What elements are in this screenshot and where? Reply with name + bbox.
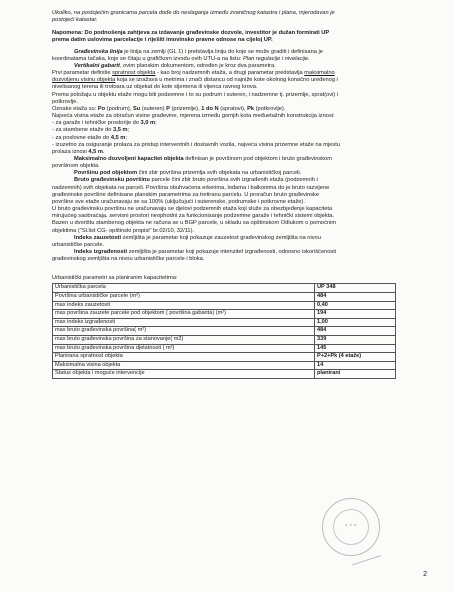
param-label: max indeks zauzetosti bbox=[53, 301, 315, 310]
table-row bbox=[53, 327, 396, 336]
visina-item-poslovne: - za poslovne etaže do 4,5 m; bbox=[52, 134, 127, 141]
page-number: 2 bbox=[423, 571, 427, 578]
table-row bbox=[53, 353, 396, 362]
param-label: Planirana spratnost objekta bbox=[53, 353, 315, 362]
param-value: planirani bbox=[315, 370, 396, 379]
official-stamp: ● ● ● bbox=[322, 498, 380, 556]
param-label: Urbanistička parcela bbox=[53, 284, 315, 293]
visina-item-prolaz: - izuzetno za osiguranje prolaza za pristup interventnih i dostavnih vozila, najveća visina prizemne etaže na mjestu bbox=[52, 141, 341, 148]
table-row bbox=[53, 370, 396, 379]
napomena-line-1: Napomena: Do podnošenja zahtjeva za izdavanje građevinske dozvole, investitor je dužan formirati UP bbox=[52, 30, 330, 37]
table-row bbox=[53, 293, 396, 302]
param-value: 145 bbox=[315, 344, 396, 353]
table-row bbox=[53, 310, 396, 319]
visina-item-garaze: - za garaže i tehničke prostorije do 3,0 m; bbox=[52, 120, 157, 127]
gradevinska-linija-para: Građevinska linija je linija na zemlji (GL 1) i pretstavlja liniju do koje se može graditi i definisana je bbox=[74, 48, 323, 55]
param-label: max bruto građevinska površina( m²) bbox=[53, 327, 315, 336]
param-value: 0,40 bbox=[315, 301, 396, 310]
visina-etaze-intro: Najveća visina etaže za obračun visine građevine, mjerena između gornjih kota međuetažnih konstrukcija iznosi: bbox=[52, 113, 335, 120]
param-value: 1,00 bbox=[315, 318, 396, 327]
param-value: 194 bbox=[315, 310, 396, 319]
indeks-izgradjenosti-para: Indeks izgrađenosti zemljišta je parametar koji pokazuje intenzitet izgrađenosti, odnosno iskorišćenosti bbox=[74, 249, 337, 255]
table-row bbox=[53, 361, 396, 370]
param-label: max površina zauzete parcele pod objektom ( površina gabarita) (m²) bbox=[53, 310, 315, 319]
povrsina-para: Površinu pod objektom čini zbir površina prizemlja svih objekata na urbanističkoj parceli. bbox=[74, 170, 302, 177]
param-value: 339 bbox=[315, 336, 396, 345]
param-value: 484 bbox=[315, 327, 396, 336]
vertikalni-gabarit-para: Vertikalni gabarit, ovim planskim dokumentom, određen je kroz dva parametra. bbox=[74, 62, 276, 69]
vertikalni-gabarit-term: Vertikalni gabarit bbox=[74, 62, 120, 69]
param-value: P+2+Pk (4 etaže) bbox=[315, 353, 396, 362]
table-row bbox=[53, 301, 396, 310]
param-label: Površina urbanističke parcele (m²) bbox=[53, 293, 315, 302]
gradevinska-linija-term: Građevinska linija bbox=[74, 48, 123, 55]
document-body: Ukoliko, na postojećim granicama parcela dođe do neslaganja između zvaničnog katastra i plana, mjerodavan je postojeći katastar. Napomena: Do podnošenja zahtjeva za izdavanje građevinske dozvole, investitor je dužan formirati UP prema datim uslovima parcelacije i riješiti imovinsko pravne odnose na cijeloj UP. Građevinska linija je linija na zemlji (GL 1) i pretstavlja liniju do koje se može graditi i definisana je koordinatama tačaka, koje se čitaju u grafičkom izvodu ovih UTU-a na listu: Plan regulacije i nivelacije. Vertikalni gabarit, ovim planskim dokumentom, određen je kroz dva parametra. Prvi parametar definiše spratnost objekta - kao broj nadzemnih etaža, a drugi parametar predstavlja maksimalno dozvoljenu visinu objekta koja se izražava u metrima i znači distancu od najniže kote okolnog konačno uređenog i nivelisanog terena ili trotoara uz objekat do kote sljemena ili vijenca ravnog krova. Prema položaju u objektu etaže mogu biti podzemne i to su podrum i suteren, i nadzemne tj. prizemlje, sprat(ovi) i potkrovlje. Oznake etaža su: Po (podrum), Su (suteren) P (prizemlje), 1 do N (spratovi), Pk (potkrovlje). Najveća visina etaže za obračun visine građevine, mjerena između gornjih kota međuetažnih konstrukcija iznosi: - za garaže i tehničke prostorije do 3,0 m; - za stambene etaže do 3,5 m; - za poslovne etaže do 4,5 m; - izuzetno za osiguranje prolaza za pristup interventnih i dostavnih vozila, najveća visina prizemne etaže na mjestu prolaza iznosi 4,5 m. Maksimalno dozvoljeni kapacitet objekta definisan je površinom pod objektom i bruto građevinskom površinom objekta. Površinu pod objektom čini zbir površina prizemlja svih objekata na urbanističkoj parceli. Bruto građevinsku površinu parcele čini zbir bruto površina svih izgrađenih etaža (podzemnih i nadzemnih) svih objekata na parceli. Površina obuhvaćena erkerima, lođama i balkonima do je bruto razvijene građevinske površine definisane planskim parametrima za tretiranu parcelu. U proračun bruto građevinske površine sve etaže uračunavaju se sa 100% (uključujući i suterenske, podrumske i potkrovne etaže). U bruto građevinsku površinu ne uračunavaju se djelovi podzemnih etaža koji služe za obezbjeđenje kapaciteta mirujućeg saobraćaja, servisni prostori neophodni za funkcionisanje podzemne garaže i tehnički sistemi objekta. Bazen u dvorištu stambenog objekta ne računa se u BGP parcele, u skladu sa opštinskom Odlukom o pomoćnim objektima ("Sl.list CG- opštinski propisi" br.02/10, 32/11). Indeks zauzetosti zemljišta je parametar koji pokazuje zauzetost građevinskog zemljišta na nivou urbanističke parcele. Indeks izgrađenosti zemljišta je parametar koji pokazuje intenzitet izgrađenosti, odnosno iskorišćenosti građevinskog zemljišta na nivou urbanističke parcele i bloka. Urbanistički parametri sa planiranim kapacitetima: Urbanistička parcela UP 348 Površina urbanističke parcele (m²) 484 max indeks zauzetosti 0,40 max površina zauzete parcele pod objektom ( površina gabarita) (m²) 194 max indeks izgrađenosti 1,00 max bruto građevinska površina( m²) 484 max bruto građevinska površina za stanovanje( m2) 339 max bruto građevinska površina djelatnosti ( m²) 145 Planirana spratnost objekta P+2+Pk (4 etaže) Maksimalna visina objekta 14 Status objekta i moguće intervencije planirani bbox=[52, 10, 424, 379]
param-value: 484 bbox=[315, 293, 396, 302]
prvi-parametar-line-1: Prvi parametar definiše spratnost objekta - kao broj nadzemnih etaža, a drugi parametar predstavlja maksimalno bbox=[52, 70, 335, 77]
param-label: max bruto građevinska površina za stanovanje( m2) bbox=[53, 336, 315, 345]
param-value: UP 348 bbox=[315, 284, 396, 293]
param-label: max bruto građevinska površina djelatnosti ( m²) bbox=[53, 344, 315, 353]
table-row bbox=[53, 344, 396, 353]
param-label: Maksimalna visina objekta bbox=[53, 361, 315, 370]
indeks-zauzetosti-para: Indeks zauzetosti zemljišta je parametar koji pokazuje zauzetost građevinskog zemljišta na nivou bbox=[74, 234, 321, 241]
table-row bbox=[53, 318, 396, 327]
bruto-para: Bruto građevinsku površinu parcele čini zbir bruto površina svih izgrađenih etaža (podzemnih i bbox=[74, 177, 318, 184]
table-row bbox=[53, 284, 396, 293]
table-row bbox=[53, 336, 396, 345]
intro-line-2: postojeći katastar. bbox=[52, 17, 98, 24]
param-label: Status objekta i moguće intervencije bbox=[53, 370, 315, 379]
intro-line-1: Ukoliko, na postojećim granicama parcela dođe do neslaganja između zvaničnog katastra i plana, mjerodavan je bbox=[52, 10, 335, 16]
prvi-parametar-line-2: dozvoljenu visinu objekta koja se izražava u metrima i znači distancu od najniže kote okolnog konačno uređenog i bbox=[52, 77, 338, 84]
kapacitet-para: Maksimalno dozvoljeni kapacitet objekta definisan je površinom pod objektom i bruto građevinskom bbox=[74, 155, 332, 162]
napomena-line-2: prema datim uslovima parcelacije i riješiti imovinsko pravne odnose na cijeloj UP. bbox=[52, 37, 273, 44]
oznake-etaza: Oznake etaža su: Po (podrum), Su (suteren) P (prizemlje), 1 do N (spratovi), Pk (potkrovlje). bbox=[52, 105, 286, 112]
param-label: max indeks izgrađenosti bbox=[53, 318, 315, 327]
visina-item-stambene: - za stambene etaže do 3,5 m; bbox=[52, 127, 130, 134]
param-value: 14 bbox=[315, 361, 396, 370]
table-caption: Urbanistički parametri sa planiranim kapacitetima: bbox=[52, 275, 178, 282]
urban-parameters-table bbox=[52, 283, 396, 379]
